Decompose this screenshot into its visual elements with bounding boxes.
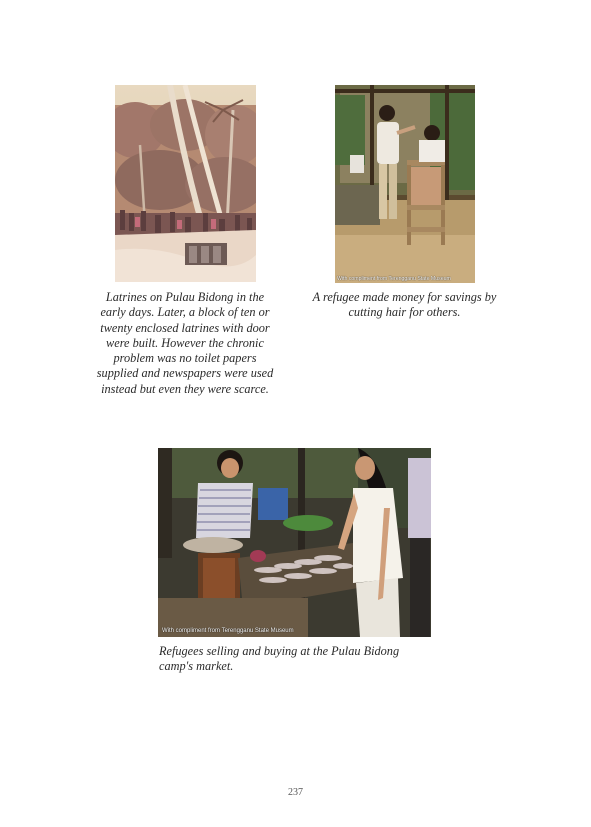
market-photo: [158, 448, 431, 637]
haircut-photo: [335, 85, 475, 283]
haircut-caption: A refugee made money for savings by cutting hair for others.: [312, 290, 497, 320]
haircut-photo-credit: With compliment from Terengganu State Museum: [337, 276, 451, 282]
market-caption: Refugees selling and buying at the Pulau Bidong camp's market.: [159, 644, 400, 674]
page-number: 237: [288, 787, 303, 798]
market-photo-credit: With compliment from Terengganu State Museum: [162, 628, 294, 634]
latrines-caption: Latrines on Pulau Bidong in the early days. Later, a block of ten or twenty enclosed latrines with door were built. However the chronic problem was no toilet papers supplied and newspapers were used instead but even they were scarce.: [96, 290, 274, 396]
latrines-photo: [115, 85, 256, 282]
